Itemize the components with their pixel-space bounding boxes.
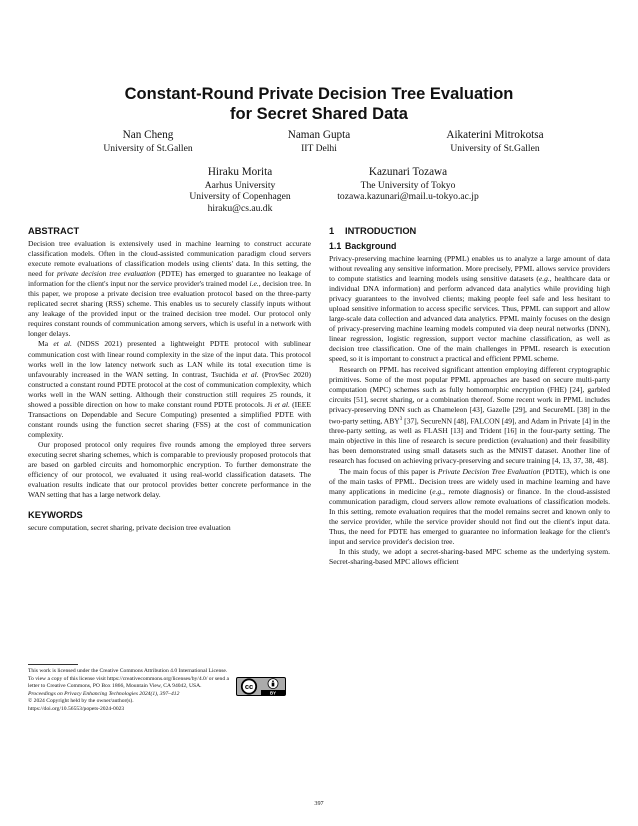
intro-paragraph: Privacy-preserving machine learning (PPML) enables us to analyze a large amount of data without revealing any sensitive information. More precisely, PPML allows service providers to compute statistics and learning models using sensitive datasets (e.g., healthcare data or individual DNA information) and perform advanced data analytics while providing high privacy guarantees to the involved clients; making people feel safe and less hesitant to upload sensitive information to access specific services. Thus, PPML can support and allow large-scale data collection and advanced data analytics. PPML mainly focuses on the design of privacy-preserving machine learning models computed via deep neural networks (DNN), linear regression, logistic regression, support vector machine classification, as well as decision tree classification. One of the main challenges in PPML research is execution speed, so it is important to construct a practical and efficient PPML scheme.	[329, 254, 610, 364]
author-affiliation: University of St.Gallen	[450, 142, 540, 154]
abstract-paragraph: Ma et al. (NDSS 2021) presented a lightweight PDTE protocol with sublinear communication cost with linear round complexity in the size of the input data. This protocol works well in the low latency network such as LAN while its total execution time is unfavourably increased in the WAN setting. In contrast, Tsuchida et al. (ProvSec 2020) constructed a constant round PDTE protocol at the cost of communication complexity, which works well in the WAN setting. Although their construction still requires 25 rounds, it showed a possible direction on how to make constant round PDTE protocols. Ji et al. (IEEE Transactions on Dependable and Secure Computing) presented a simplified PDTE with constant rounds using the function secret sharing (FSS) at the cost of communication complexity.	[28, 339, 312, 439]
author-block	[405, 129, 585, 154]
right-column	[329, 225, 610, 567]
abstract-paragraph: Our proposed protocol only requires five rounds among the employed three servers executing secret sharing schemes, which is comparable to previously proposed protocols that are based on garbled circuits and homomorphic encryption. To further demonstrate the efficiency of our protocol, we evaluated it using real-world classification datasets. The evaluation results indicate that our protocol provides better concrete performance in the WAN setting that has a large network delay.	[28, 439, 311, 500]
author-block	[318, 166, 498, 203]
cc-glyph: cc	[244, 682, 254, 691]
author-name: Aikaterini Mitrokotsa	[446, 129, 544, 141]
author-email[interactable]: tozawa.kazunari@mail.u-tokyo.ac.jp	[337, 191, 479, 203]
author-affiliation: IIT Delhi	[301, 142, 337, 154]
background-subheading: 1.1 Background	[329, 241, 397, 251]
introduction-heading: 1 INTRODUCTION	[329, 226, 417, 236]
page-number: 397	[314, 800, 324, 807]
title-line-2: for Secret Shared Data	[230, 105, 408, 123]
footnote-rule	[28, 664, 78, 665]
keywords-text: secure computation, secret sharing, private decision tree evaluation	[28, 523, 231, 533]
by-glyph: BY	[270, 690, 276, 696]
doi-link[interactable]: https://doi.org/10.56553/popets-2024-0023	[28, 705, 125, 712]
author-affiliation: University of Copenhagen	[189, 191, 291, 203]
author-affiliation: The University of Tokyo	[360, 179, 456, 191]
keywords-heading: KEYWORDS	[28, 510, 83, 521]
journal-name: Proceedings on Privacy Enhancing Technologies 2024(1), 397–412	[28, 690, 180, 697]
author-block	[239, 129, 399, 154]
abstract-heading: ABSTRACT	[28, 226, 80, 236]
author-name: Hiraku Morita	[207, 166, 273, 178]
author-block	[160, 166, 320, 214]
intro-paragraph: In this study, we adopt a secret-sharing-based MPC scheme as the underlying system. Secret-sharing-based MPC allows efficient	[329, 546, 610, 566]
author-affiliation: Aarhus University	[204, 179, 276, 191]
abstract-paragraph: Decision tree evaluation is extensively used in machine learning to construct accurate classification models. Often in the cloud-assisted communication paradigm cloud servers execute remote evaluations of classification models using clients' data. In this setting, the need for private decision tree evaluation (PDTE) has emerged to guarantee no leakage of information for the client's input nor the service provider's trained model i.e., decision tree. In this paper, we propose a private decision tree evaluation protocol based on the three-party replicated secret sharing (RSS) scheme. This enables us to securely classify inputs without any leakage of the provided input or the trained decision tree model. Our protocol only requires constant rounds of communication among servers, which is useful in a network with longer delays.	[28, 239, 312, 339]
author-email[interactable]: hiraku@cs.au.dk	[207, 202, 273, 214]
author-block	[68, 129, 228, 154]
license-text: This work is licensed under the Creative Commons Attribution 4.0 International License. To view a copy of this license visit https://creativecommons.org/licenses/by/4.0/ or send a letter to Creative Commons, PO Box 1866, Mountain View, CA 94042, USA.	[28, 668, 229, 689]
author-name: Nan Cheng	[122, 129, 174, 141]
copyright-line: © 2024 Copyright held by the owner/author(s).	[28, 698, 134, 704]
intro-paragraph: Research on PPML has received significant attention employing different cryptographic primitives. Some of the most popular PPML approaches are based on secure multi-party computation (MPC) schemes such as fully homomorphic encryption (FHE) [24], garbled circuits [51], secret sharing, or a combination thereof. Some recent work in PPML includes privacy-preserving DNN such as Chameleon [43], Gazelle [29], and SecureML [38] in the two-party setting, ABY$^3$ [37], SecureNN [48], FALCON [49], and Adam in Private [4] in the three-party setting, as well as FLASH [13] and Trident [16] in the four-party setting. The main objective in this line of research is secure prediction (evaluation) and their feasibility has been demonstrated using small datasets such as the MNIST dataset. Another line of research has focused on achieving privacy-preserving and secure training [4, 13, 37, 38, 48].	[329, 364, 610, 466]
paper-title	[0, 84, 638, 124]
intro-paragraph: The main focus of this paper is Private Decision Tree Evaluation (PDTE), which is one of the main tasks of PPML. Decision trees are widely used in machine learning and have many applications in medicine (e.g., remote diagnosis) or finance. In the cloud-assisted communication paradigm, cloud servers allow remote evaluations of classification models. In this setting, remote evaluation requires that the model remains secret and known only to the service provider, while the service provider should not find out the client's input data. Thus, the need for PDTE has emerged to guarantee no information leakage for the client's input and service provider's decision tree.	[329, 466, 611, 546]
author-name: Kazunari Tozawa	[368, 166, 448, 178]
title-line-1: Constant-Round Private Decision Tree Evaluation	[124, 85, 514, 103]
author-name: Naman Gupta	[287, 129, 351, 141]
left-column	[28, 225, 311, 533]
cc-by-badge-icon[interactable]	[236, 677, 286, 696]
author-affiliation: University of St.Gallen	[103, 142, 193, 154]
